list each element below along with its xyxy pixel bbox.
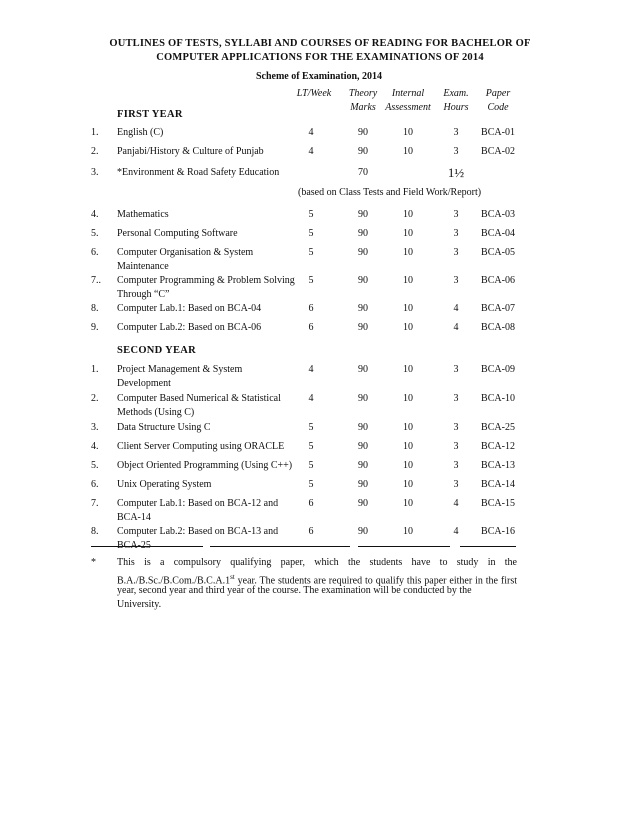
- paper-code: BCA-10: [481, 393, 515, 404]
- subject-name: Computer Programming & Problem Solving Through “C”: [117, 275, 295, 300]
- header-lt-week: LT/Week: [296, 88, 332, 99]
- exam-hours: 3: [453, 209, 459, 220]
- row-number: 9.: [91, 322, 99, 333]
- internal-assessment: 10: [403, 247, 413, 258]
- paper-code: BCA-25: [481, 422, 515, 433]
- footer-rule-1: [91, 546, 203, 547]
- subject-name: Client Server Computing using ORACLE: [117, 441, 285, 452]
- theory-marks: 90: [358, 209, 368, 220]
- row-number: 7.: [91, 498, 99, 509]
- paper-code: BCA-09: [481, 364, 515, 375]
- exam-hours: 4: [453, 322, 459, 333]
- theory-marks: 90: [358, 127, 368, 138]
- row-number: 8.: [91, 303, 99, 314]
- paper-code: BCA-06: [481, 275, 515, 286]
- exam-hours: 3: [453, 364, 459, 375]
- row-number: 7..: [91, 275, 101, 286]
- theory-marks: 90: [358, 422, 368, 433]
- subject-name: Unix Operating System: [117, 479, 212, 490]
- theory-marks: 90: [358, 526, 368, 537]
- theory-marks: 90: [358, 303, 368, 314]
- subject-name: Mathematics: [117, 209, 169, 220]
- internal-assessment: 10: [403, 441, 413, 452]
- subject-name: Computer Organisation & System Maintenance: [117, 247, 254, 272]
- second-year-heading: SECOND YEAR: [117, 345, 197, 356]
- subject-name: Computer Lab.1: Based on BCA-12 and BCA-14: [117, 498, 279, 523]
- lt-week: 6: [308, 303, 314, 314]
- lt-week: 4: [308, 393, 314, 404]
- row-number: 3.: [91, 422, 99, 433]
- theory-marks: 70: [358, 167, 368, 178]
- subject-name: Computer Lab.2: Based on BCA-13 and: [117, 526, 279, 537]
- lt-week: 5: [308, 460, 314, 471]
- subject-name: Computer Lab.2: Based on BCA-06: [117, 322, 262, 333]
- lt-week: 4: [308, 146, 314, 157]
- theory-marks: 90: [358, 228, 368, 239]
- subject-name: Data Structure Using C: [117, 422, 211, 433]
- row-number: 2.: [91, 146, 99, 157]
- subject-name: *Environment & Road Safety Education: [117, 167, 280, 178]
- theory-marks: 90: [358, 322, 368, 333]
- header-exam-hours: Exam. Hours: [443, 88, 469, 113]
- footnote-line-1: This is a compulsory qualifying paper, which the students have to study in the: [117, 557, 517, 568]
- exam-hours: 4: [453, 526, 459, 537]
- scheme-heading: Scheme of Examination, 2014: [255, 71, 383, 82]
- paper-code: BCA-14: [481, 479, 515, 490]
- lt-week: 6: [308, 498, 314, 509]
- lt-week: 5: [308, 275, 314, 286]
- paper-code: BCA-02: [481, 146, 515, 157]
- row-number: 3.: [91, 167, 99, 178]
- internal-assessment: 10: [403, 460, 413, 471]
- subject-name: Panjabi/History & Culture of Punjab: [117, 146, 264, 157]
- paper-code: BCA-08: [481, 322, 515, 333]
- internal-assessment: 10: [403, 303, 413, 314]
- subject-name: Object Oriented Programming (Using C++): [117, 460, 293, 471]
- internal-assessment: 10: [403, 498, 413, 509]
- internal-assessment: 10: [403, 479, 413, 490]
- row-number: 6.: [91, 479, 99, 490]
- exam-hours: 3: [453, 422, 459, 433]
- internal-assessment: 10: [403, 422, 413, 433]
- document-title-line-2: COMPUTER APPLICATIONS FOR THE EXAMINATIONS OF 2014: [156, 52, 484, 63]
- subject-name: Personal Computing Software: [117, 228, 238, 239]
- environment-note: (based on Class Tests and Field Work/Report): [298, 187, 482, 198]
- row-number: 4.: [91, 441, 99, 452]
- paper-code: BCA-05: [481, 247, 515, 258]
- row-number: 2.: [91, 393, 99, 404]
- paper-code: BCA-04: [481, 228, 515, 239]
- header-theory-marks: Theory Marks: [348, 88, 378, 113]
- exam-hours: 3: [453, 247, 459, 258]
- exam-hours: 3: [453, 275, 459, 286]
- document-title-line-1: OUTLINES OF TESTS, SYLLABI AND COURSES OF READING FOR BACHELOR OF: [109, 38, 531, 49]
- exam-hours: 3: [453, 460, 459, 471]
- footnote-line-3: year, second year and third year of the course. The examination will be conducted by the University.: [117, 585, 472, 610]
- exam-hours: 3: [453, 146, 459, 157]
- theory-marks: 90: [358, 479, 368, 490]
- lt-week: 4: [308, 364, 314, 375]
- footnote-marker: *: [91, 557, 96, 568]
- lt-week: 5: [308, 479, 314, 490]
- theory-marks: 90: [358, 441, 368, 452]
- internal-assessment: 10: [403, 209, 413, 220]
- internal-assessment: 10: [403, 364, 413, 375]
- subject-name: English (C): [117, 127, 164, 138]
- internal-assessment: 10: [403, 127, 413, 138]
- lt-week: 5: [308, 422, 314, 433]
- internal-assessment: 10: [403, 322, 413, 333]
- theory-marks: 90: [358, 275, 368, 286]
- theory-marks: 90: [358, 460, 368, 471]
- paper-code: BCA-13: [481, 460, 515, 471]
- exam-hours: 3: [453, 479, 459, 490]
- internal-assessment: 10: [403, 146, 413, 157]
- footer-rule-4: [460, 546, 516, 547]
- exam-hours: 4: [453, 498, 459, 509]
- exam-hours: 3: [453, 441, 459, 452]
- paper-code: BCA-12: [481, 441, 515, 452]
- exam-hours: 4: [453, 303, 459, 314]
- paper-code: BCA-15: [481, 498, 515, 509]
- row-number: 8.: [91, 526, 99, 537]
- internal-assessment: 10: [403, 228, 413, 239]
- lt-week: 4: [308, 127, 314, 138]
- theory-marks: 90: [358, 146, 368, 157]
- subject-name: Project Management & System Development: [117, 364, 243, 389]
- row-number: 1.: [91, 364, 99, 375]
- row-number: 5.: [91, 228, 99, 239]
- theory-marks: 90: [358, 498, 368, 509]
- theory-marks: 90: [358, 393, 368, 404]
- row-number: 5.: [91, 460, 99, 471]
- lt-week: 5: [308, 247, 314, 258]
- footnote-line-2: B.A./B.Sc./B.Com./B.C.A.1st year. The students are required to qualify this paper either in the first: [117, 573, 517, 587]
- footer-rule-2: [210, 546, 350, 547]
- header-paper-code: Paper Code: [485, 88, 511, 113]
- exam-hours: 3: [453, 127, 459, 138]
- internal-assessment: 10: [403, 393, 413, 404]
- exam-hours: 3: [453, 228, 459, 239]
- lt-week: 6: [308, 526, 314, 537]
- theory-marks: 90: [358, 364, 368, 375]
- subject-name: Computer Lab.1: Based on BCA-04: [117, 303, 262, 314]
- footer-rule-3: [358, 546, 450, 547]
- lt-week: 5: [308, 228, 314, 239]
- exam-hours: 3: [453, 393, 459, 404]
- paper-code: BCA-03: [481, 209, 515, 220]
- subject-name: Computer Based Numerical & Statistical Methods (Using C): [117, 393, 281, 418]
- lt-week: 6: [308, 322, 314, 333]
- row-number: 1.: [91, 127, 99, 138]
- internal-assessment: 10: [403, 275, 413, 286]
- paper-code: BCA-01: [481, 127, 515, 138]
- internal-assessment: 10: [403, 526, 413, 537]
- paper-code: BCA-07: [481, 303, 515, 314]
- first-year-heading: FIRST YEAR: [117, 109, 183, 120]
- exam-hours: 1½: [447, 165, 465, 180]
- row-number: 6.: [91, 247, 99, 258]
- lt-week: 5: [308, 209, 314, 220]
- row-number: 4.: [91, 209, 99, 220]
- lt-week: 5: [308, 441, 314, 452]
- header-internal-assessment: Internal Assessment: [385, 88, 431, 113]
- paper-code: BCA-16: [481, 526, 515, 537]
- theory-marks: 90: [358, 247, 368, 258]
